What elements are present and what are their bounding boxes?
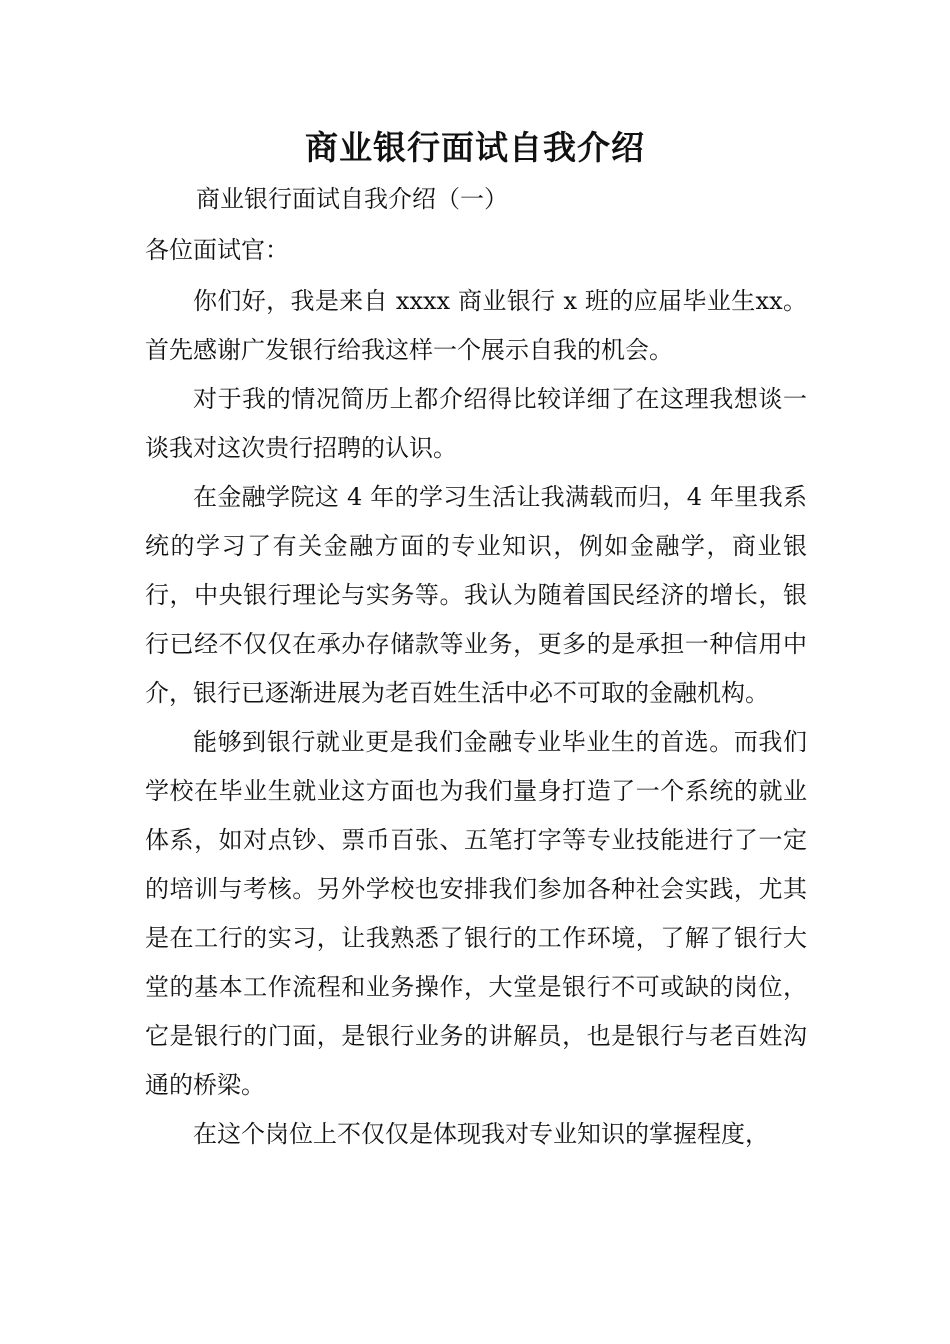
document-body <box>145 277 807 1159</box>
document-title: 商业银行面试自我介绍 <box>305 128 645 167</box>
paragraph: 在金融学院这 4 年的学习生活让我满载而归，4 年里我系统的学习了有关金融方面的专业知识，例如金融学，商业银行，中央银行理论与实务等。我认为随着国民经济的增长，银行已经不仅仅在承办存储款等业务，更多的是承担一种信用中介，银行已逐渐进展为老百姓生活中必不可取的金融机构。 <box>145 483 807 707</box>
salutation: 各位面试官： <box>145 236 289 264</box>
paragraph: 在这个岗位上不仅仅是体现我对专业知识的掌握程度， <box>193 1120 769 1148</box>
paragraph: 对于我的情况简历上都介绍得比较详细了在这理我想谈一谈我对这次贵行招聘的认识。 <box>145 385 807 462</box>
paragraph: 你们好，我是来自 xxxx 商业银行 x 班的应届毕业生xx。首先感谢广发银行给我这样一个展示自我的机会。 <box>145 287 807 364</box>
document-subtitle: 商业银行面试自我介绍（一） <box>196 185 508 213</box>
paragraph: 能够到银行就业更是我们金融专业毕业生的首选。而我们学校在毕业生就业这方面也为我们量身打造了一个系统的就业体系，如对点钞、票币百张、五笔打字等专业技能进行了一定的培训与考核。另外学校也安排我们参加各种社会实践，尤其是在工行的实习，让我熟悉了银行的工作环境，了解了银行大堂的基本工作流程和业务操作，大堂是银行不可或缺的岗位，它是银行的门面，是银行业务的讲解员，也是银行与老百姓沟通的桥梁。 <box>145 728 807 1099</box>
